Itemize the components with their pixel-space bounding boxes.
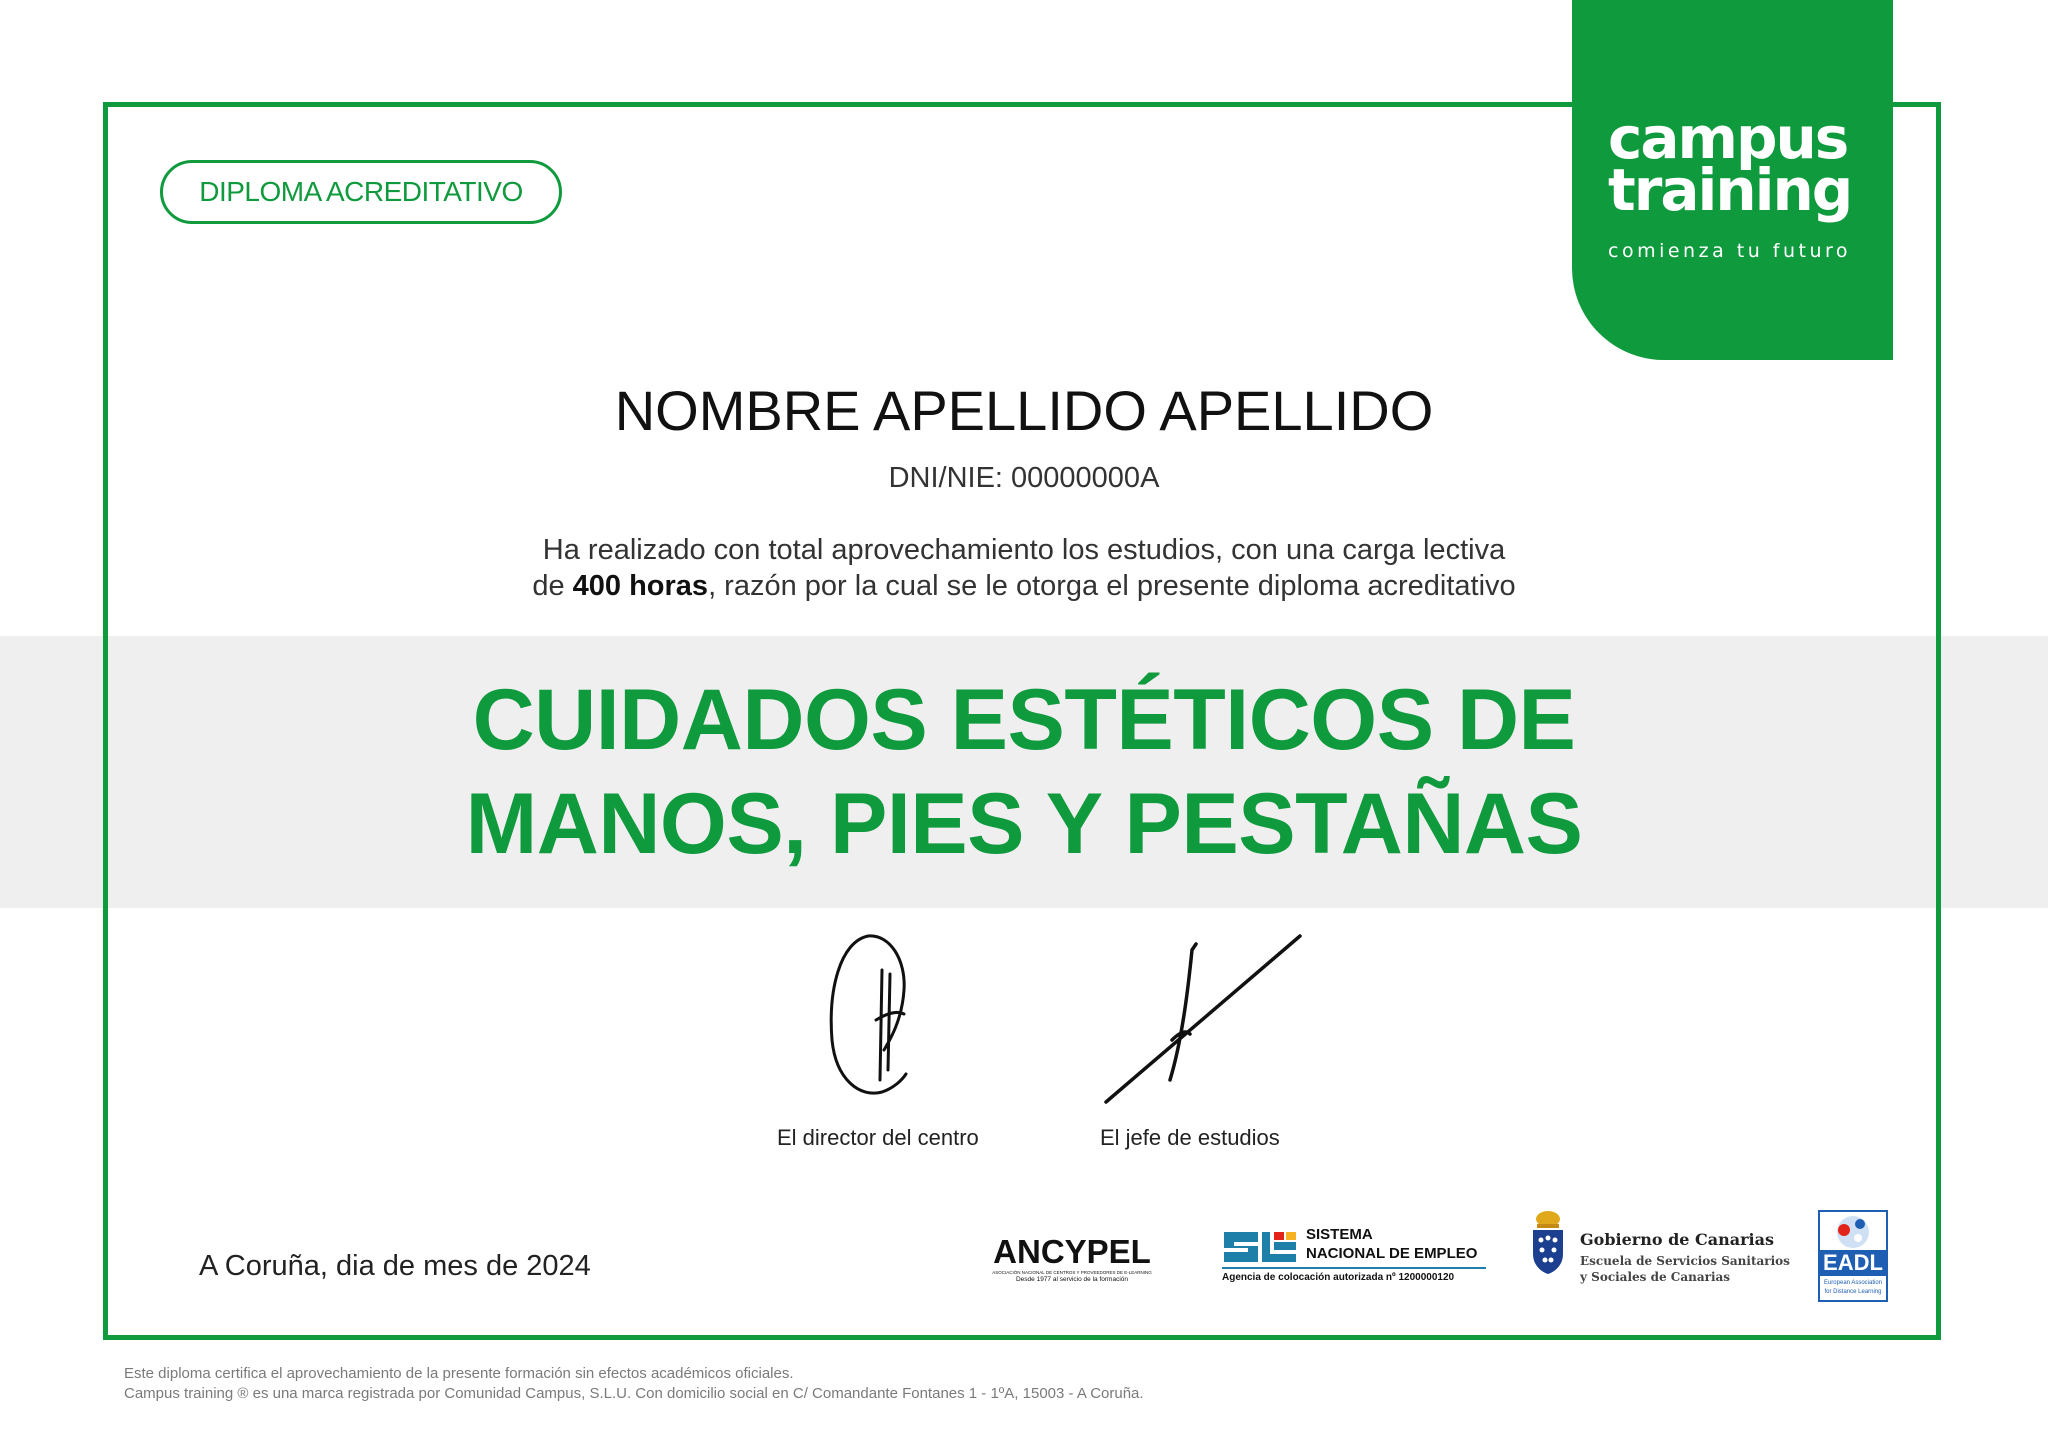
ancypel-subtitle-1: ASOCIACIÓN NACIONAL DE CENTROS Y PROVEEDORES DE E-LEARNING <box>992 1270 1152 1275</box>
statement-line-2 <box>0 568 2048 604</box>
gobierno-canarias-logo <box>1530 1206 1790 1288</box>
campus-training-logo <box>1572 0 1893 360</box>
recipient-id: DNI/NIE: 00000000A <box>888 462 1160 494</box>
footer-line-1: Este diploma certifica el aprovechamiento de la presente formación sin efectos académicos oficiales. <box>124 1365 794 1382</box>
brand-line-1: campus <box>1608 104 1848 172</box>
recipient-name: NOMBRE APELLIDO APELLIDO <box>614 379 1434 442</box>
eadl-subtitle-1: European Association <box>1823 1280 1883 1286</box>
sepe-line-3: Agencia de colocación autorizada nº 1200000120 <box>1222 1272 1455 1283</box>
eadl-logo <box>1818 1210 1888 1302</box>
course-title-line-1: CUIDADOS ESTÉTICOS DE <box>472 672 1576 768</box>
diploma-badge: DIPLOMA ACREDITATIVO <box>160 160 562 224</box>
coat-of-arms-icon <box>1530 1208 1566 1274</box>
footer-line-2: Campus training ® es una marca registrada por Comunidad Campus, S.L.U. Con domicilio social en C/ Comandante Fontanes 1 - 1ºA, 15003 - A Coruña. <box>124 1385 1144 1402</box>
completion-statement <box>0 532 2048 604</box>
brand-tagline: comienza tu futuro <box>1608 240 1852 262</box>
director-signature <box>820 930 930 1100</box>
sepe-logo <box>1222 1226 1488 1292</box>
statement-line-1: Ha realizado con total aprovechamiento los estudios, con una carga lectiva <box>542 534 1506 566</box>
head-of-studies-label: El jefe de estudios <box>1100 1125 1280 1150</box>
canarias-subtitle-1: Escuela de Servicios Sanitarios <box>1580 1254 1790 1268</box>
legal-footer <box>124 1364 1144 1404</box>
sepe-line-1: SISTEMA <box>1306 1226 1373 1243</box>
brand-line-2: training <box>1608 156 1852 224</box>
sepe-divider <box>1222 1267 1486 1269</box>
statement-prefix: de <box>532 570 573 602</box>
statement-suffix: , razón por la cual se le otorga el presente diploma acreditativo <box>708 570 1516 602</box>
eadl-globe-icon <box>1822 1214 1884 1250</box>
eadl-subtitle-2: for Distance Learning <box>1824 1289 1882 1295</box>
course-title-line-2: MANOS, PIES Y PESTAÑAS <box>465 776 1583 872</box>
canarias-title: Gobierno de Canarias <box>1580 1230 1775 1249</box>
sepe-line-2: NACIONAL DE EMPLEO <box>1306 1245 1478 1262</box>
eadl-title: EADL <box>1820 1250 1886 1276</box>
director-label: El director del centro <box>777 1125 979 1150</box>
head-of-studies-signature <box>1100 930 1310 1110</box>
ancypel-subtitle-2: Desde 1977 al servicio de la formación <box>1015 1276 1128 1283</box>
place-and-date: A Coruña, dia de mes de 2024 <box>199 1250 591 1282</box>
course-hours: 400 horas <box>572 570 709 602</box>
course-title <box>0 668 2048 876</box>
sepe-emblem-icon <box>1222 1228 1298 1266</box>
ancypel-logo <box>978 1234 1166 1284</box>
ancypel-title: ANCYPEL <box>993 1233 1151 1270</box>
canarias-subtitle-2: y Sociales de Canarias <box>1580 1270 1731 1284</box>
